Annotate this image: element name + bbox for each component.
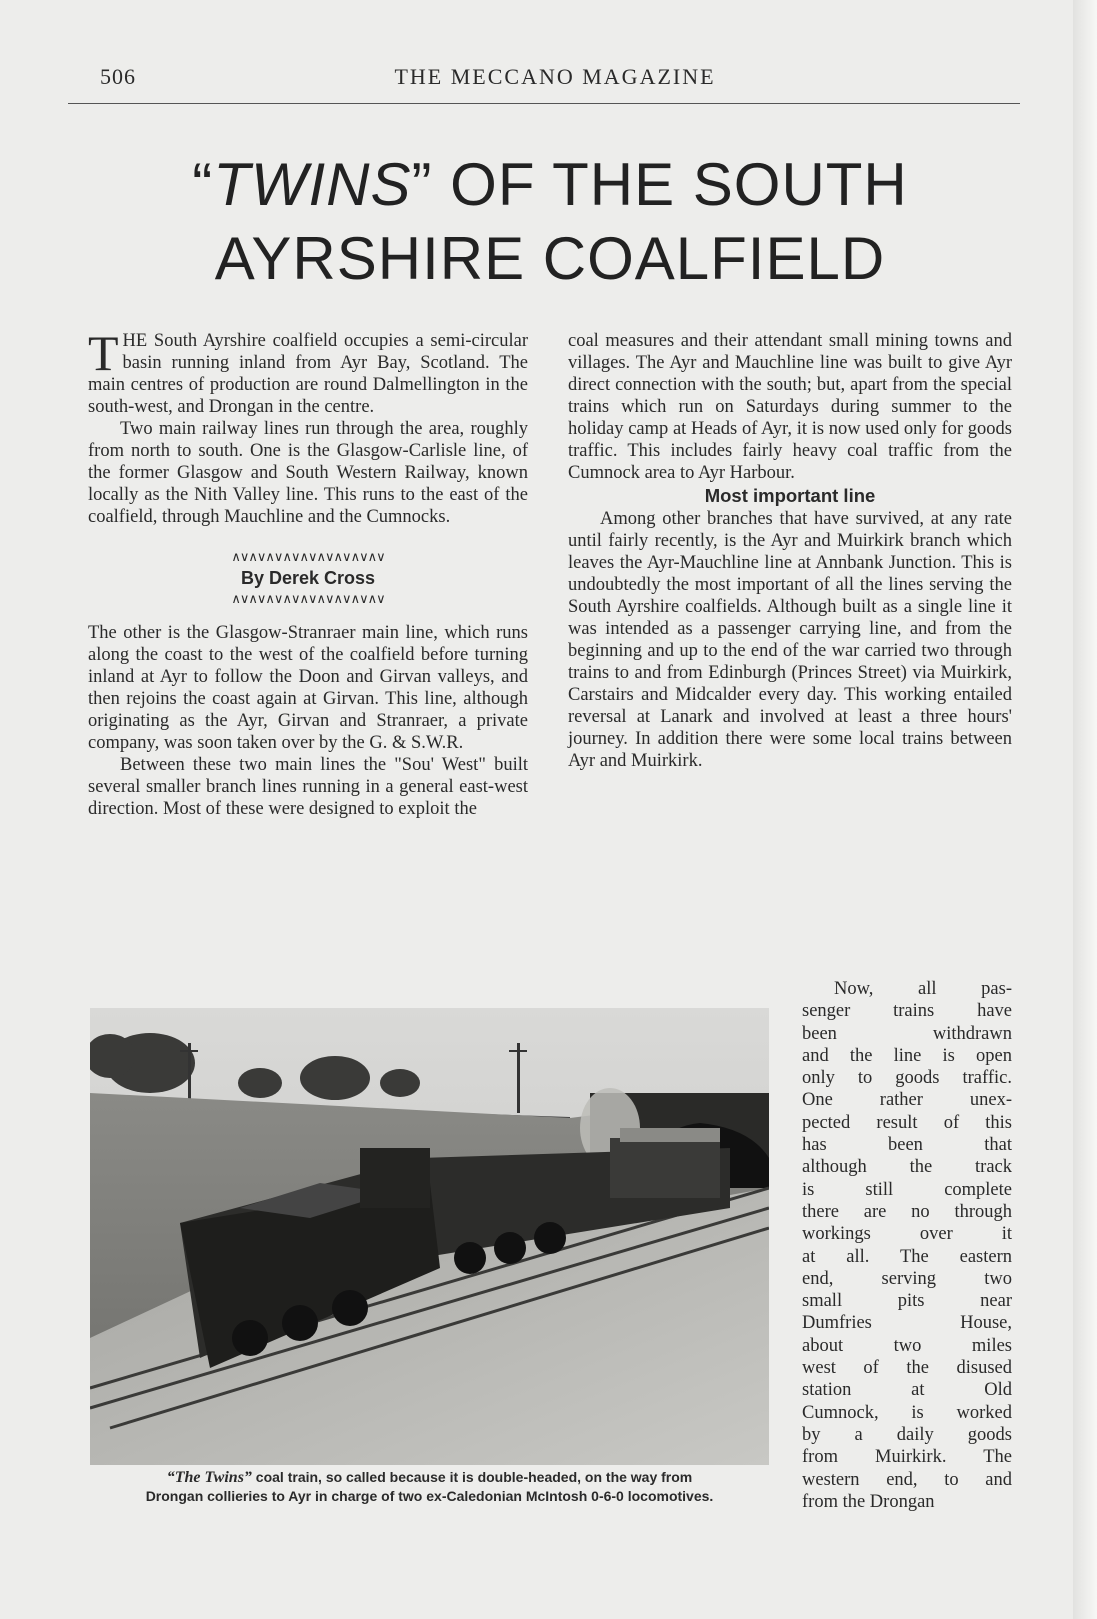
train-photo-image (90, 1008, 769, 1465)
left-column (88, 325, 528, 820)
paragraph-4: Between these two main lines the "Sou' West" built several smaller branch lines running in a general east-west direction. Most of these were designed to exploit the (88, 755, 528, 819)
narrow-line: at all. The eastern (802, 1246, 1012, 1267)
train-photograph (90, 1008, 769, 1465)
narrow-line: Cumnock, is worked (802, 1402, 1012, 1423)
narrow-line: is still complete (802, 1179, 1012, 1200)
narrow-line: west of the disused (802, 1358, 1012, 1379)
drop-cap: T (88, 325, 119, 381)
narrow-line: pected result of this (802, 1112, 1012, 1133)
title-open-quote: “ (192, 151, 214, 218)
narrow-line: workings over it (802, 1224, 1012, 1245)
narrow-line: end, serving two (802, 1268, 1012, 1289)
narrow-line: senger trains have (802, 1001, 1012, 1022)
narrow-line: small pits near (802, 1291, 1012, 1312)
narrow-line: there are no through (802, 1201, 1012, 1222)
subheading: Most important line (704, 485, 876, 506)
magazine-title: THE MECCANO MAGAZINE (394, 64, 716, 89)
ornament-top: ∧∨∧∨∧∨∧∨∧∨∧∨∧∨∧∨∧∨ (231, 549, 385, 564)
title-line1-rest: ” OF THE SOUTH (411, 151, 908, 218)
paragraph-6: Among other branches that have survived, at any rate until fairly recently, is the Ayr and Muirkirk branch which leaves the Ayr-Mauchline line at Annbank Junction. This is undoubtedly the most important of all the lines serving the South Ayrshire coalfields. Although built as a single line it was intended as a passenger carrying line, and from the beginning and up to the end of the war carried two through trains to and from Edinburgh (Princes Street) via Muirkirk, Carstairs and Midcalder every day. This working entailed reversal at Lanark and involved at least a three hours' journey. In addition there were some local trains between Ayr and Muirkirk. (568, 509, 1012, 771)
photo-caption (90, 1468, 769, 1505)
paragraph-5: coal measures and their attendant small mining towns and villages. The Ayr and Mauchline line was built to give Ayr direct connection with the south; but, apart from the special trains which run on Saturdays during summer to the holiday camp at Heads of Ayr, it is now used only for goods traffic. This includes fairly heavy coal traffic from the Cumnock area to Ayr Harbour. (568, 331, 1012, 483)
paragraph-1: THE South Ayrshire coalfield occupies a semi-circular basin running inland from Ayr Bay, Scotland. The main centres of production are round Dalmellington in the south-west, and Drongan in the centre. (88, 325, 528, 417)
narrow-line: western end, to and (802, 1469, 1012, 1490)
ornament-bottom: ∧∨∧∨∧∨∧∨∧∨∧∨∧∨∧∨∧∨ (231, 591, 385, 606)
narrow-line: only to goods traffic. (802, 1068, 1012, 1089)
narrow-line: has been that (802, 1135, 1012, 1156)
narrow-line: from the Drongan (802, 1491, 935, 1512)
right-column (568, 330, 1012, 772)
article-title (60, 148, 1040, 296)
narrow-line: Now, all pas- (834, 979, 1012, 999)
narrow-column (802, 978, 1012, 1513)
title-line2: AYRSHIRE COALFIELD (214, 225, 886, 292)
title-italic: TWINS (213, 151, 412, 218)
narrow-line: and the line is open (802, 1045, 1012, 1066)
paragraph-2: Two main railway lines run through the area, roughly from north to south. One is the Glasgow-Carlisle line, of the former Glasgow and South Western Railway, known locally as the Nith Valley line. This runs to the east of the coalfield, through Mauchline and the Cumnocks. (88, 419, 528, 527)
running-header (100, 64, 1010, 94)
narrow-line: been withdrawn (802, 1023, 1012, 1044)
page-edge (1073, 0, 1097, 1619)
byline: By Derek Cross (240, 568, 376, 588)
narrow-line: although the track (802, 1157, 1012, 1178)
paragraph-3: The other is the Glasgow-Stranraer main line, which runs along the coast to the west of the coalfield before turning inland at Ayr to follow the Doon and Girvan valleys, and then rejoins the coast again at Girvan. This line, although originating as the Ayr, Girvan and Stranraer, a private company, was soon taken over by the G. & S.W.R. (88, 623, 528, 753)
caption-italic: “The Twins” (166, 1469, 252, 1486)
header-rule (68, 103, 1020, 104)
caption-line1: coal train, so called because it is double-headed, on the way from (251, 1469, 693, 1485)
narrow-line: station at Old (802, 1380, 1012, 1401)
page-number: 506 (100, 64, 136, 89)
caption-line2: Drongan collieries to Ayr in charge of two ex-Caledonian McIntosh 0-6-0 locomotives. (145, 1488, 714, 1504)
narrow-line: from Muirkirk. The (802, 1447, 1012, 1468)
narrow-line: by a daily goods (802, 1424, 1012, 1445)
narrow-line: Dumfries House, (802, 1313, 1012, 1334)
narrow-line: One rather unex- (802, 1090, 1012, 1111)
narrow-line: about two miles (802, 1335, 1012, 1356)
